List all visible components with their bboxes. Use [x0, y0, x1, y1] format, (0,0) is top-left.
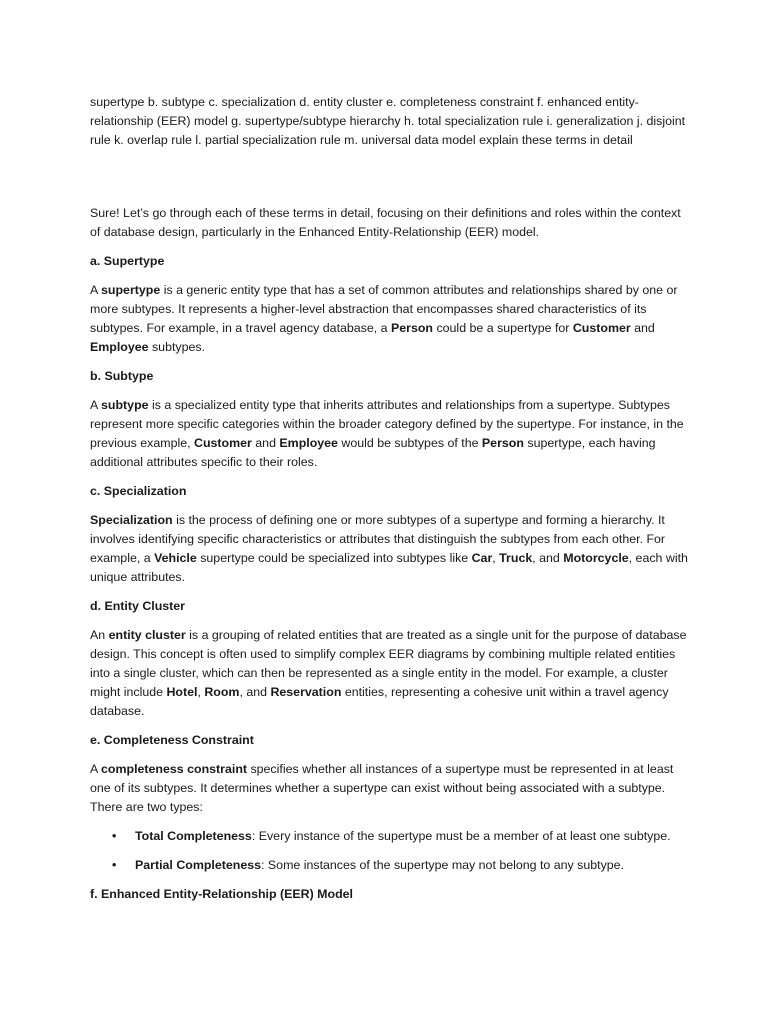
bullet-icon: • [112, 829, 117, 843]
section-heading-entity-cluster: d. Entity Cluster [90, 599, 186, 613]
section-heading-supertype: a. Supertype [90, 254, 165, 268]
completeness-types-list [90, 827, 690, 875]
list-item-partial-completeness: • Partial Completeness: Some instances of the supertype may not belong to any subtype. [90, 856, 690, 875]
section-paragraph-subtype: A subtype is a specialized entity type that inherits attributes and relationships from a supertype. Subtypes represent more specific categories within the broader category defined by the supertype. For instance, in the previous example, Customer and Employee would be subtypes of the Person supertype, each having additional attributes specific to their roles. [90, 398, 684, 469]
section-heading-eer-model: f. Enhanced Entity-Relationship (EER) Model [90, 887, 353, 901]
intro-paragraph: Sure! Let’s go through each of these terms in detail, focusing on their definitions and roles within the context of database design, particularly in the Enhanced Entity-Relationship (EER) model. [90, 206, 681, 239]
bullet-icon: • [112, 858, 117, 872]
section-paragraph-specialization: Specialization is the process of defining one or more subtypes of a supertype and forming a hierarchy. It involves identifying specific characteristics or attributes that distinguish the subtypes from each other. For example, a Vehicle supertype could be specialized into subtypes like Car, Truck, and Motorcycle, each with unique attributes. [90, 513, 688, 584]
list-item-total-completeness: • Total Completeness: Every instance of the supertype must be a member of at least one subtype. [90, 827, 690, 846]
section-heading-completeness-constraint: e. Completeness Constraint [90, 733, 254, 747]
document-body [90, 93, 690, 914]
section-heading-specialization: c. Specialization [90, 484, 187, 498]
section-paragraph-entity-cluster: An entity cluster is a grouping of related entities that are treated as a single unit for the purpose of database design. This concept is often used to simplify complex EER diagrams by combining multiple related entities into a single cluster, which can then be represented as a single entity in the model. For example, a cluster might include Hotel, Room, and Reservation entities, representing a cohesive unit within a travel agency database. [90, 628, 687, 718]
section-paragraph-completeness-constraint: A completeness constraint specifies whether all instances of a supertype must be represented in at least one of its subtypes. It determines whether a supertype can exist without being associated with a subtype. There are two types: [90, 762, 674, 814]
section-heading-subtype: b. Subtype [90, 369, 154, 383]
question-text: supertype b. subtype c. specialization d. entity cluster e. completeness constraint f. enhanced entity-relationship (EER) model g. supertype/subtype hierarchy h. total specialization rule i. generalization j. disjoint rule k. overlap rule l. partial specialization rule m. universal data model explain these terms in detail [90, 95, 686, 147]
section-paragraph-supertype: A supertype is a generic entity type that has a set of common attributes and relationships shared by one or more subtypes. It represents a higher-level abstraction that encompasses shared characteristics of its subtypes. For example, in a travel agency database, a Person could be a supertype for Customer and Employee subtypes. [90, 283, 678, 354]
